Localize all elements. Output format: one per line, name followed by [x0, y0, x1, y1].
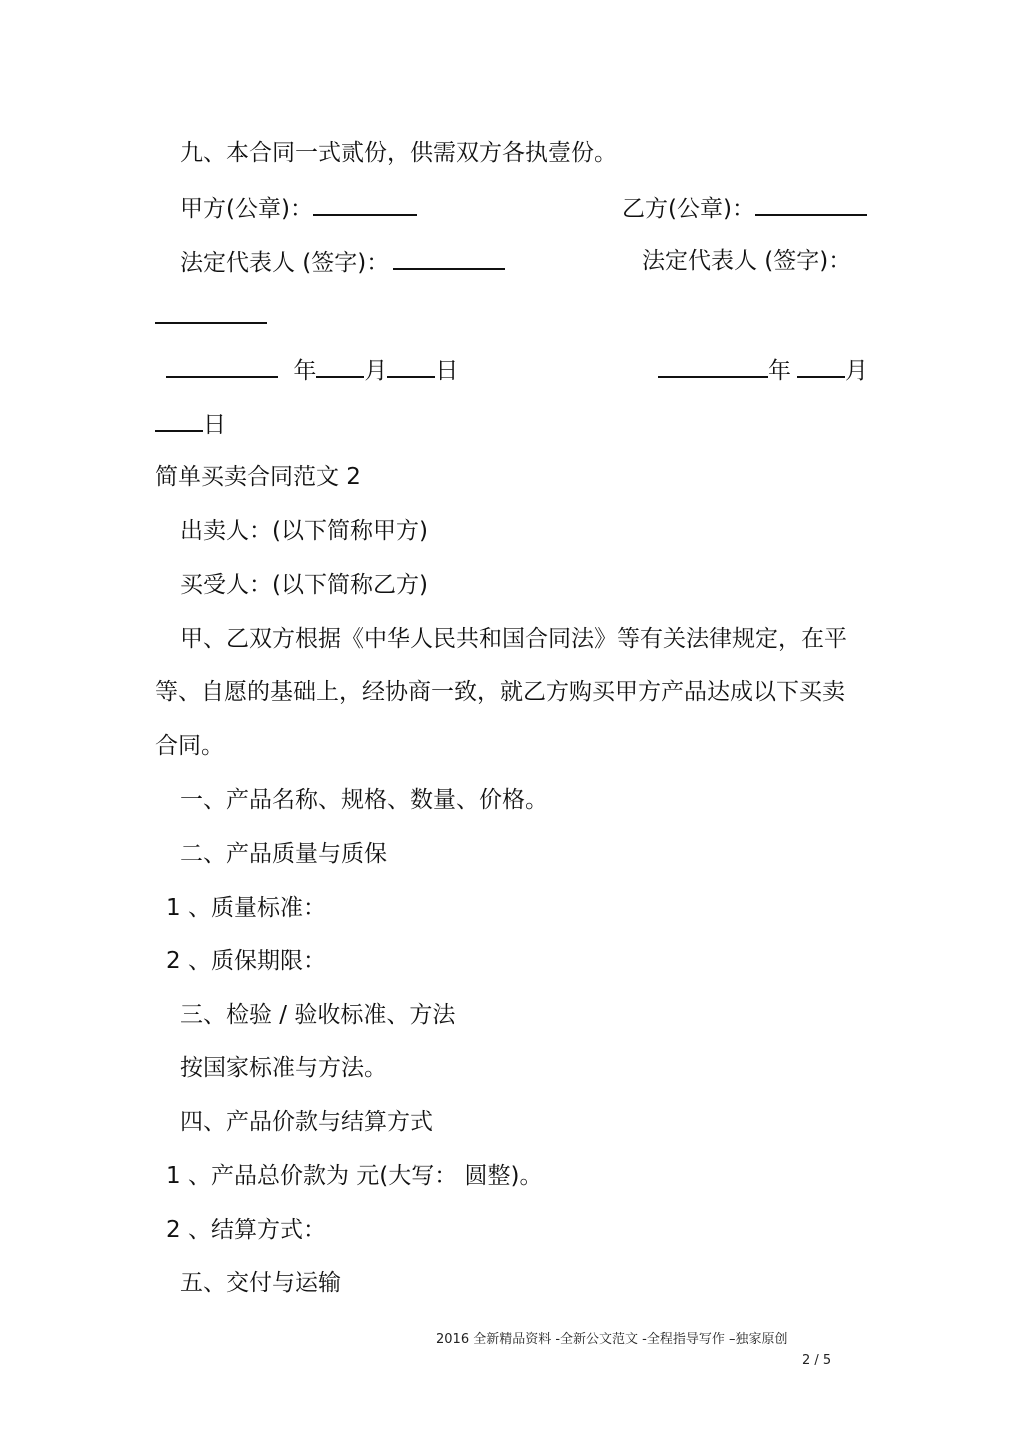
blank-line	[387, 354, 435, 378]
rep-a-signature	[180, 246, 505, 278]
month-label: 月	[364, 358, 388, 384]
year-label: 年	[768, 358, 791, 384]
page-number: 2 / 5	[802, 1353, 832, 1368]
section-4-item-2: 2 、结算方式：	[166, 1217, 326, 1243]
intro-line-2: 等、自愿的基础上，经协商一致，就乙方购买甲方产品达成以下买卖	[155, 679, 845, 705]
rep-a-label: 法定代表人 (签字)：	[180, 250, 390, 276]
section-title: 简单买卖合同范文 2	[155, 464, 361, 490]
rep-b-label: 法定代表人 (签字)：	[642, 248, 852, 274]
party-a-seal	[180, 192, 417, 224]
blank-line	[155, 408, 203, 432]
blank-line	[797, 354, 845, 378]
rep-b-signature	[642, 246, 851, 276]
intro-line-1: 甲、乙双方根据《中华人民共和国合同法》等有关法律规定，在平	[180, 626, 847, 652]
blank-line	[313, 192, 417, 216]
blank-line	[155, 300, 267, 324]
party-b-label: 乙方(公章)：	[622, 196, 755, 222]
clause-9: 九、本合同一式贰份，供需双方各执壹份。	[180, 140, 617, 166]
section-3-body: 按国家标准与方法。	[180, 1055, 387, 1081]
date-a	[166, 354, 458, 386]
section-3-heading: 三、检验 / 验收标准、方法	[180, 1002, 456, 1028]
day-label: 日	[435, 358, 459, 384]
section-2-heading: 二、产品质量与质保	[180, 841, 387, 867]
blank-line	[658, 354, 768, 378]
section-1-heading: 一、产品名称、规格、数量、价格。	[180, 787, 548, 813]
date-b	[658, 354, 868, 386]
page-footer-text: 2016 全新精品资料 -全新公文范文 -全程指导写作 –独家原创	[436, 1332, 788, 1347]
month-label: 月	[845, 358, 868, 384]
year-label: 年	[293, 358, 317, 384]
section-5-heading: 五、交付与运输	[180, 1270, 341, 1296]
day-label: 日	[203, 412, 226, 438]
intro-line-3: 合同。	[155, 733, 224, 759]
seller-line: 出卖人：(以下简称甲方)	[180, 518, 428, 544]
party-a-label: 甲方(公章)：	[180, 196, 313, 222]
section-2-item-1: 1 、质量标准：	[166, 895, 326, 921]
buyer-line: 买受人：(以下简称乙方)	[180, 572, 428, 598]
section-2-item-2: 2 、质保期限：	[166, 948, 326, 974]
blank-line	[316, 354, 364, 378]
rep-b-blank	[155, 300, 267, 332]
section-4-item-1: 1 、产品总价款为 元(大写： 圆整)。	[166, 1163, 543, 1189]
date-b-day	[155, 408, 226, 440]
blank-line	[393, 246, 505, 270]
blank-line	[755, 192, 867, 216]
section-4-heading: 四、产品价款与结算方式	[180, 1109, 433, 1135]
party-b-seal	[622, 192, 867, 224]
blank-line	[166, 354, 278, 378]
